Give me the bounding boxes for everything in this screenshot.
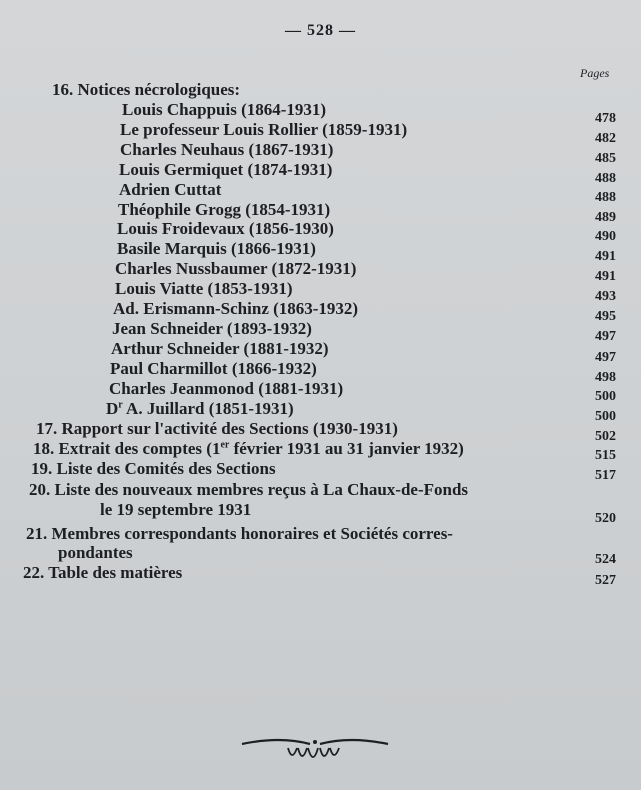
title-prefix: D <box>106 399 119 418</box>
entry-21-line-2: pondantes <box>58 543 133 562</box>
obituary-name: Arthur Schneider (1881-1932) <box>111 339 329 358</box>
page-ref: 493 <box>595 289 616 304</box>
page-number: — 528 — <box>285 22 356 39</box>
page-ref: 500 <box>595 409 616 424</box>
obituary-name: Paul Charmillot (1866-1932) <box>110 359 317 378</box>
section-16-title: 16. Notices nécrologiques: <box>52 80 241 99</box>
page-ref: 524 <box>595 552 616 567</box>
juillard-name: A. Juillard (1851-1931) <box>122 399 294 418</box>
entry-18-text: 18. Extrait des comptes (1 <box>33 439 221 458</box>
ordinal-suffix: er <box>220 439 230 451</box>
page-ref: 500 <box>595 389 616 404</box>
page-ref: 498 <box>595 370 616 385</box>
page-ref: 478 <box>595 111 616 126</box>
obituary-name: Le professeur Louis Rollier (1859-1931) <box>120 120 408 139</box>
page-ref: 490 <box>595 229 616 244</box>
obituary-name: Louis Froidevaux (1856-1930) <box>117 219 334 238</box>
entry-21-line-1: 21. Membres correspondants honoraires et Sociétés corres- <box>26 524 453 543</box>
page-ref: 488 <box>595 171 616 186</box>
page-ref: 491 <box>595 269 616 284</box>
obituary-name: Théophile Grogg (1854-1931) <box>118 200 331 219</box>
obituary-name: Basile Marquis (1866-1931) <box>117 239 316 258</box>
page-ref: 497 <box>595 350 616 365</box>
entry-19: 19. Liste des Comités des Sections <box>31 459 276 478</box>
pages-column-label: Pages <box>580 66 610 80</box>
page-ref: 527 <box>595 573 616 588</box>
page-ref: 491 <box>595 249 616 264</box>
entry-20-line-1: 20. Liste des nouveaux membres reçus à La Chaux-de-Fonds <box>29 480 469 499</box>
entry-22: 22. Table des matières <box>23 563 183 582</box>
obituary-name: Ad. Erismann-Schinz (1863-1932) <box>113 299 359 318</box>
obituary-name: Charles Jeanmonod (1881-1931) <box>109 379 344 398</box>
obituary-name: Charles Neuhaus (1867-1931) <box>120 140 334 159</box>
page-ref: 495 <box>595 309 616 324</box>
entry-20-line-2: le 19 septembre 1931 <box>100 500 252 519</box>
obituary-name: Louis Germiquet (1874-1931) <box>119 160 333 179</box>
page-ref: 482 <box>595 131 616 146</box>
page-ref: 517 <box>595 468 616 483</box>
obituary-name: Louis Chappuis (1864-1931) <box>122 100 327 119</box>
obituary-name: Louis Viatte (1853-1931) <box>115 279 293 298</box>
page-ref: 497 <box>595 329 616 344</box>
entry-18 <box>33 439 464 459</box>
page-ref: 520 <box>595 511 616 526</box>
obituary-name: Charles Nussbaumer (1872-1931) <box>115 259 357 278</box>
entry-18-text-end: février 1931 au 31 janvier 1932) <box>229 439 464 458</box>
decorative-ornament-icon <box>240 732 390 772</box>
page-ref: 489 <box>595 210 616 225</box>
title-suffix: r <box>118 399 123 411</box>
entry-17: 17. Rapport sur l'activité des Sections (1930-1931) <box>36 419 398 438</box>
page-ref: 502 <box>595 429 616 444</box>
page-ref: 485 <box>595 151 616 166</box>
page-ref: 515 <box>595 448 616 463</box>
obituary-name: Adrien Cuttat <box>119 180 222 199</box>
obituary-name-juillard <box>106 399 294 419</box>
obituary-name: Jean Schneider (1893-1932) <box>112 319 312 338</box>
page-ref: 488 <box>595 190 616 205</box>
